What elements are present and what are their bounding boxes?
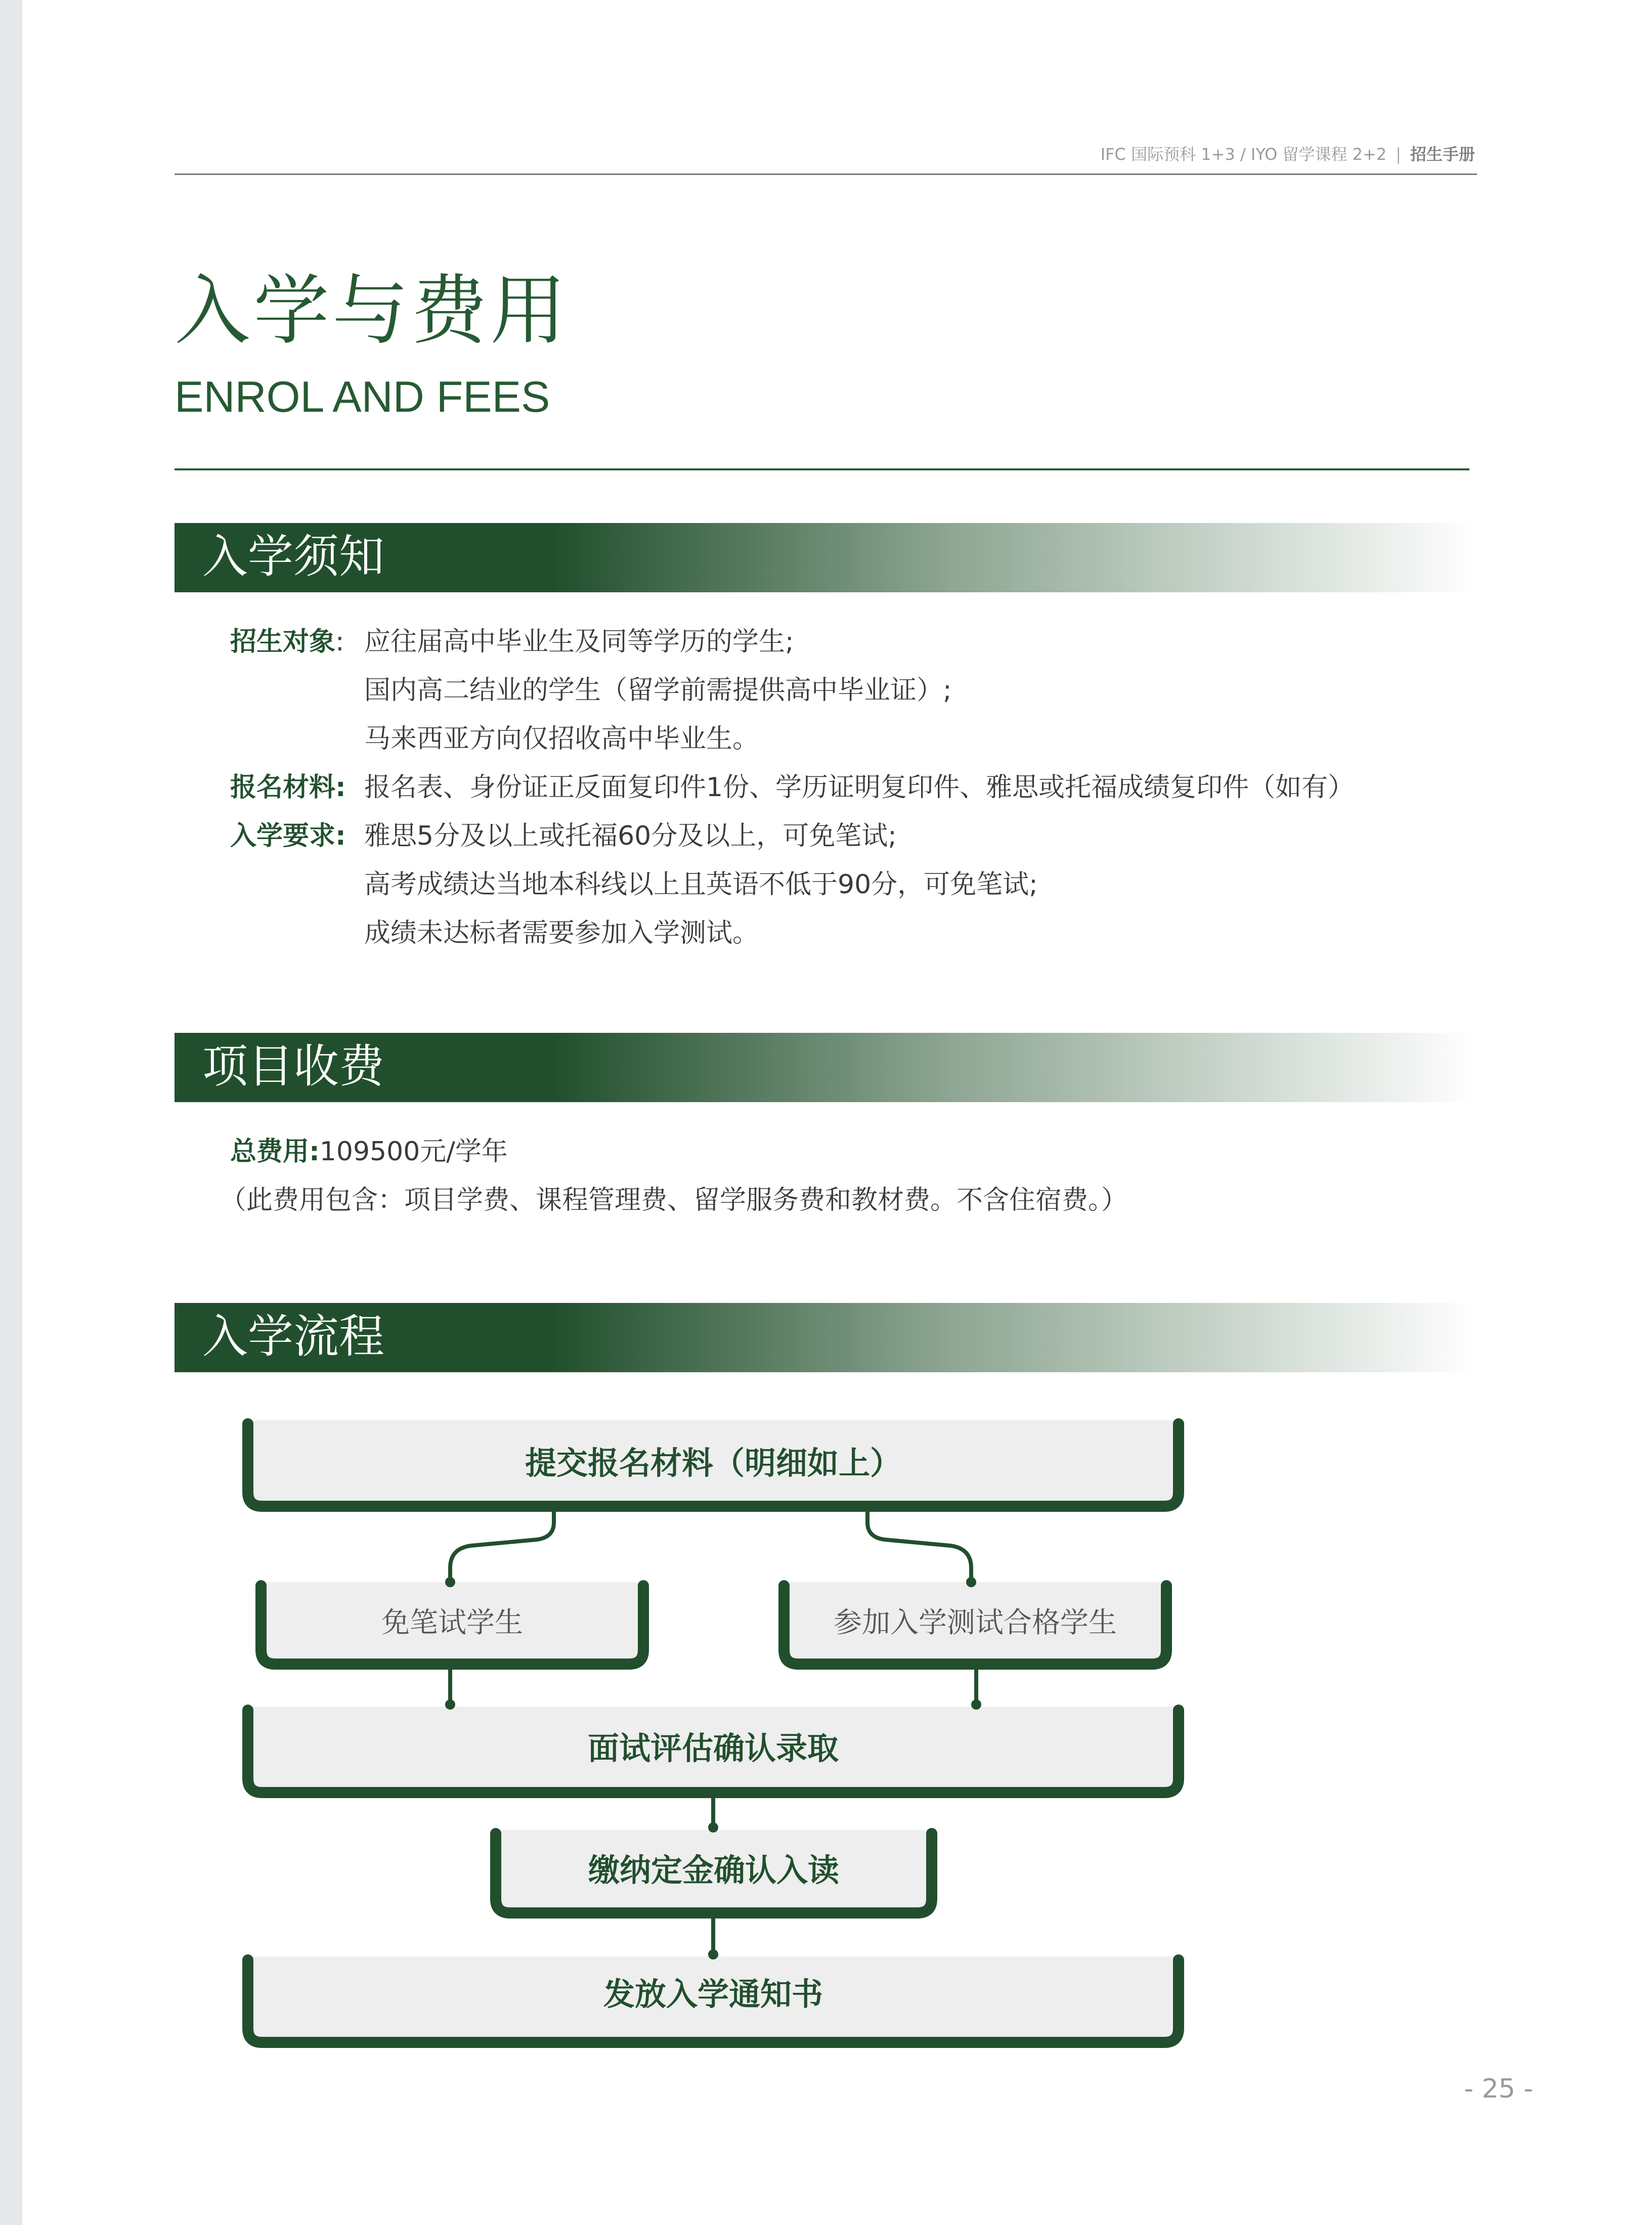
notice-requirements-line-3: 成绩未达标者需要参加入学测试。 — [364, 918, 759, 948]
fees-total-value: 109500元/学年 — [319, 1137, 508, 1167]
notice-materials-text: 报名表、身份证正反面复印件1份、学历证明复印件、雅思或托福成绩复印件（如有） — [364, 772, 1355, 803]
connector-dot — [445, 1577, 455, 1587]
branch-right-label: 参加入学测试合格学生 — [834, 1606, 1117, 1639]
connector-dot — [971, 1699, 981, 1710]
section-title-notice: 入学须知 — [202, 530, 384, 583]
notice-target-line-2: 国内高二结业的学生（留学前需提供高中毕业证）; — [364, 675, 952, 706]
notice-materials-label: 报名材料: — [230, 772, 346, 803]
connector-dot — [445, 1699, 455, 1710]
notice-target-colon: : — [335, 627, 344, 657]
fees-note: （此费用包含：项目学费、课程管理费、留学服务费和教材费。不含住宿费。） — [220, 1185, 1128, 1215]
connector-dot — [708, 1822, 718, 1833]
connector-right-branch — [867, 1510, 971, 1581]
step4-label: 发放入学通知书 — [603, 1976, 823, 2013]
connector-dot — [708, 1949, 718, 1959]
page-number: - 25 - — [1464, 2074, 1533, 2104]
notice-target-line-3: 马来西亚方向仅招收高中毕业生。 — [364, 724, 759, 754]
page-title: 入学与费用 — [175, 267, 570, 355]
header-programs: IFC 国际预科 1+3 / IYO 留学课程 2+2 — [1100, 145, 1387, 164]
page-subtitle: ENROL AND FEES — [175, 373, 550, 421]
notice-target-line-1: 应往届高中毕业生及同等学历的学生; — [364, 627, 794, 657]
step1-label: 提交报名材料（明细如上） — [525, 1445, 901, 1481]
connector-left-branch — [450, 1510, 554, 1581]
notice-requirements-line-1: 雅思5分及以上或托福60分及以上，可免笔试; — [364, 821, 897, 851]
section-title-process: 入学流程 — [202, 1310, 384, 1363]
section-title-fees: 项目收费 — [202, 1040, 384, 1093]
header-handbook: 招生手册 — [1410, 145, 1475, 164]
notice-target-label: 招生对象 — [230, 627, 336, 657]
notice-requirements-line-2: 高考成绩达当地本科线以上且英语不低于90分，可免笔试; — [364, 869, 1038, 900]
branch-left-label: 免笔试学生 — [381, 1606, 523, 1639]
fees-total-label: 总费用: — [230, 1137, 320, 1167]
connector-dot — [966, 1577, 976, 1587]
notice-requirements-label: 入学要求: — [230, 821, 346, 851]
header-separator: | — [1396, 145, 1401, 164]
step2-label: 面试评估确认录取 — [587, 1730, 839, 1767]
step3-label: 缴纳定金确认入读 — [588, 1852, 839, 1889]
